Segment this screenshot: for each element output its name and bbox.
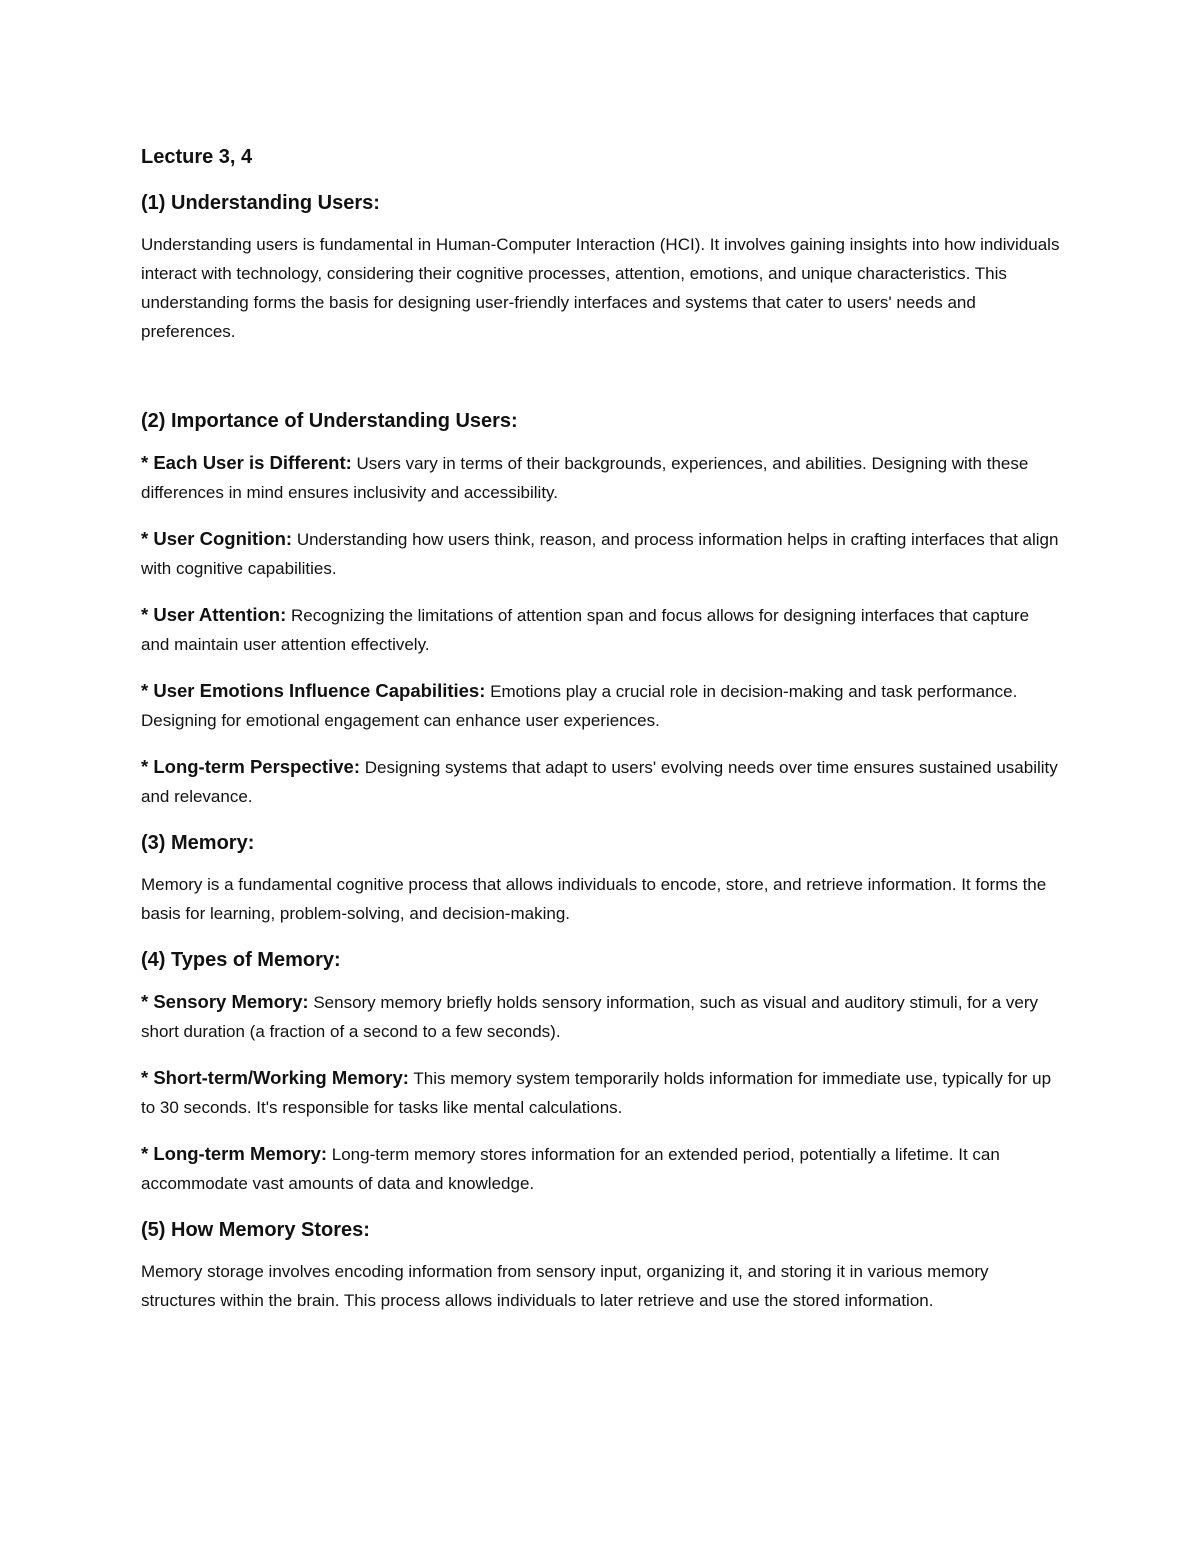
section-heading-memory: (3) Memory: (141, 832, 255, 854)
section-heading-types-of-memory: (4) Types of Memory: (141, 949, 341, 971)
document-page (141, 140, 1061, 1332)
bullet-item (141, 1139, 1061, 1198)
bullet-label: * Each User is Different: (141, 452, 352, 473)
bullet-text: Emotions play a crucial role in decision-making and task performance. Designing for emotional engagement can enhance user experiences. (141, 682, 1018, 730)
bullet-label: * Sensory Memory: (141, 991, 309, 1012)
bullet-item (141, 987, 1061, 1046)
bullet-label: * Short-term/Working Memory: (141, 1067, 409, 1088)
bullet-text: Sensory memory briefly holds sensory information, such as visual and auditory stimuli, for a very short duration (a fraction of a second to a few seconds). (141, 993, 1038, 1041)
bullet-item (141, 448, 1061, 507)
bullet-label: * User Attention: (141, 604, 287, 625)
section-paragraph-how-memory-stores: Memory storage involves encoding information from sensory input, organizing it, and storing it in various memory structures within the brain. This process allows individuals to later retrieve and use the stored information. (141, 1262, 989, 1310)
bullet-item (141, 524, 1061, 583)
bullet-label: * User Cognition: (141, 528, 293, 549)
section-paragraph-understanding-users: Understanding users is fundamental in Human-Computer Interaction (HCI). It involves gaining insights into how individuals interact with technology, considering their cognitive processes, attention, emotions, and unique characteristics. This understanding forms the basis for designing user-friendly interfaces and systems that cater to users' needs and preferences. (141, 235, 1060, 341)
section-paragraph-memory: Memory is a fundamental cognitive process that allows individuals to encode, store, and retrieve information. It forms the basis for learning, problem-solving, and decision-making. (141, 875, 1047, 923)
section-heading-importance: (2) Importance of Understanding Users: (141, 410, 518, 432)
bullet-text: Understanding how users think, reason, and process information helps in crafting interfaces that align with cognitive capabilities. (141, 530, 1059, 578)
section-heading-how-memory-stores: (5) How Memory Stores: (141, 1219, 370, 1241)
document-title: Lecture 3, 4 (141, 146, 253, 168)
bullet-item (141, 600, 1061, 659)
bullet-text: This memory system temporarily holds information for immediate use, typically for up to 30 seconds. It's responsible for tasks like mental calculations. (141, 1069, 1052, 1117)
bullet-text: Long-term memory stores information for an extended period, potentially a lifetime. It can accommodate vast amounts of data and knowledge. (141, 1145, 1000, 1193)
bullet-text: Users vary in terms of their backgrounds, experiences, and abilities. Designing with these differences in mind ensures inclusivity and accessibility. (141, 454, 1029, 502)
bullet-text: Designing systems that adapt to users' evolving needs over time ensures sustained usability and relevance. (141, 758, 1058, 806)
bullet-item (141, 1063, 1061, 1122)
bullet-text: Recognizing the limitations of attention span and focus allows for designing interfaces that capture and maintain user attention effectively. (141, 606, 1030, 654)
bullet-label: * Long-term Perspective: (141, 756, 360, 777)
bullet-label: * User Emotions Influence Capabilities: (141, 680, 486, 701)
bullet-label: * Long-term Memory: (141, 1143, 328, 1164)
section-heading-understanding-users: (1) Understanding Users: (141, 192, 380, 214)
bullet-item (141, 752, 1061, 811)
bullet-item (141, 676, 1061, 735)
